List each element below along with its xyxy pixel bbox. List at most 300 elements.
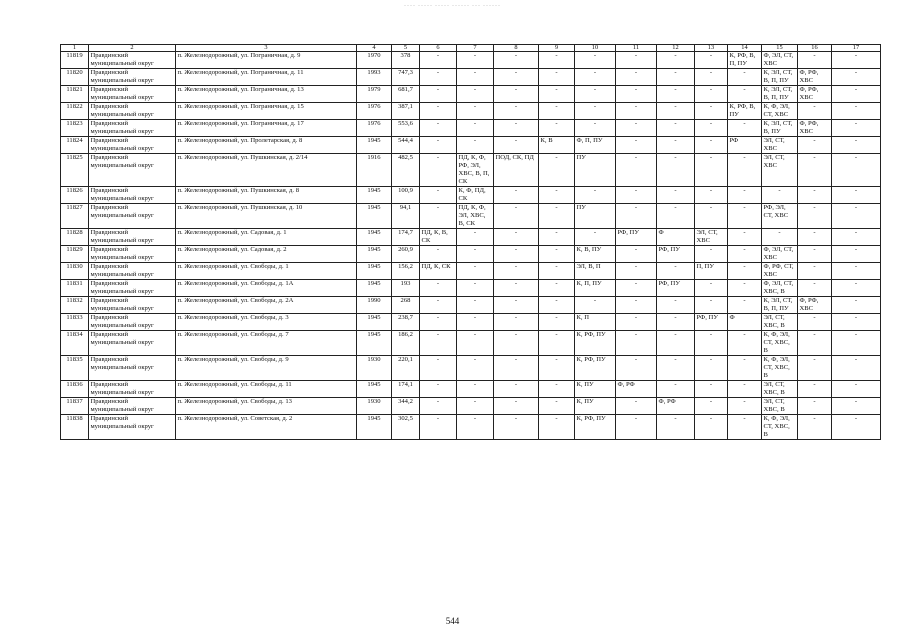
cell-c14: - [728, 297, 762, 314]
column-header: 13 [695, 45, 728, 52]
cell-c7: - [457, 398, 494, 415]
cell-c10: - [575, 297, 616, 314]
cell-num: 11830 [61, 263, 89, 280]
cell-c6: - [420, 120, 457, 137]
cell-c9: - [539, 120, 575, 137]
cell-c14: - [728, 204, 762, 229]
cell-c14: - [728, 415, 762, 440]
cell-c9: - [539, 154, 575, 187]
cell-c7: - [457, 356, 494, 381]
cell-c17: - [832, 356, 881, 381]
cell-c13: П, ПУ [695, 263, 728, 280]
cell-year: 1945 [357, 381, 392, 398]
cell-c6: ПД, К, В, СК [420, 229, 457, 246]
cell-c16: - [798, 137, 832, 154]
cell-area: 344,2 [392, 398, 420, 415]
cell-c8: - [494, 187, 539, 204]
cell-c17: - [832, 246, 881, 263]
cell-c8: - [494, 398, 539, 415]
cell-district: Правдинский муниципальный округ [89, 137, 176, 154]
cell-year: 1993 [357, 69, 392, 86]
cell-c14: - [728, 398, 762, 415]
cell-c14: РФ [728, 137, 762, 154]
cell-c15: ЭЛ, СТ, ХВС [762, 137, 798, 154]
cell-c11: - [616, 415, 657, 440]
cell-c14: - [728, 263, 762, 280]
cell-c13: - [695, 86, 728, 103]
cell-c8: - [494, 137, 539, 154]
cell-num: 11822 [61, 103, 89, 120]
cell-c11: - [616, 398, 657, 415]
cell-c10: ПУ [575, 204, 616, 229]
cell-c13: - [695, 137, 728, 154]
cell-address: п. Железнодорожный, ул. Свободы, д. 7 [176, 331, 357, 356]
cell-c16: - [798, 415, 832, 440]
cell-c11: - [616, 263, 657, 280]
cell-c14: Ф [728, 314, 762, 331]
cell-num: 11835 [61, 356, 89, 381]
cell-num: 11834 [61, 331, 89, 356]
cell-c14: К, РФ, В, ПУ [728, 103, 762, 120]
cell-address: п. Железнодорожный, ул. Пограничная, д. 9 [176, 52, 357, 69]
cell-num: 11836 [61, 381, 89, 398]
cell-c14: - [728, 280, 762, 297]
cell-c13: РФ, ПУ [695, 314, 728, 331]
cell-address: п. Железнодорожный, ул. Свободы, д. 2А [176, 297, 357, 314]
cell-c16: Ф, РФ, ХВС [798, 120, 832, 137]
cell-c12: - [657, 331, 695, 356]
cell-c16: - [798, 314, 832, 331]
cell-address: п. Железнодорожный, ул. Пограничная, д. 11 [176, 69, 357, 86]
cell-c15: К, ЭЛ, СТ, В, ПУ [762, 120, 798, 137]
cell-address: п. Железнодорожный, ул. Пушкинская, д. 10 [176, 204, 357, 229]
cell-c15: ЭЛ, СТ, ХВС, В [762, 314, 798, 331]
cell-c6: - [420, 398, 457, 415]
cell-c14: К, РФ, В, П, ПУ [728, 52, 762, 69]
cell-c6: - [420, 69, 457, 86]
cell-area: 94,1 [392, 204, 420, 229]
cell-area: 260,9 [392, 246, 420, 263]
cell-c8: - [494, 297, 539, 314]
cell-c8: - [494, 69, 539, 86]
cell-c11: - [616, 120, 657, 137]
cell-c7: - [457, 69, 494, 86]
page-header: ____ _____ _____ ______ ___ ______ [404, 1, 501, 6]
cell-area: 100,9 [392, 187, 420, 204]
cell-c10: К, РФ, ПУ [575, 331, 616, 356]
cell-district: Правдинский муниципальный округ [89, 381, 176, 398]
cell-c12: - [657, 52, 695, 69]
cell-c17: - [832, 415, 881, 440]
cell-c9: - [539, 297, 575, 314]
cell-c9: - [539, 356, 575, 381]
cell-c6: - [420, 204, 457, 229]
cell-c10: К, РФ, ПУ [575, 356, 616, 381]
cell-c8: - [494, 415, 539, 440]
cell-c12: - [657, 297, 695, 314]
cell-c8: - [494, 356, 539, 381]
cell-c12: - [657, 120, 695, 137]
cell-year: 1990 [357, 297, 392, 314]
cell-c8: - [494, 381, 539, 398]
cell-c14: - [728, 229, 762, 246]
cell-c9: - [539, 381, 575, 398]
cell-c8: - [494, 246, 539, 263]
cell-c16: Ф, РФ, ХВС [798, 297, 832, 314]
cell-c11: - [616, 331, 657, 356]
cell-num: 11827 [61, 204, 89, 229]
cell-c17: - [832, 120, 881, 137]
cell-year: 1976 [357, 120, 392, 137]
cell-c9: - [539, 86, 575, 103]
cell-address: п. Железнодорожный, ул. Советская, д. 2 [176, 415, 357, 440]
cell-c8: - [494, 204, 539, 229]
column-header: 9 [539, 45, 575, 52]
cell-c7: - [457, 263, 494, 280]
cell-area: 302,5 [392, 415, 420, 440]
table-row [61, 52, 881, 69]
cell-c6: - [420, 415, 457, 440]
cell-area: 193 [392, 280, 420, 297]
cell-c9: - [539, 204, 575, 229]
cell-c17: - [832, 187, 881, 204]
cell-c10: - [575, 86, 616, 103]
column-header: 12 [657, 45, 695, 52]
cell-year: 1979 [357, 86, 392, 103]
cell-address: п. Железнодорожный, ул. Свободы, д. 3 [176, 314, 357, 331]
cell-area: 378 [392, 52, 420, 69]
cell-c17: - [832, 280, 881, 297]
cell-c13: - [695, 52, 728, 69]
cell-c9: - [539, 280, 575, 297]
table-row [61, 86, 881, 103]
cell-c15: К, Ф, ЭЛ, СТ, ХВС, В [762, 331, 798, 356]
column-header: 14 [728, 45, 762, 52]
cell-district: Правдинский муниципальный округ [89, 415, 176, 440]
cell-c17: - [832, 52, 881, 69]
table-row [61, 297, 881, 314]
cell-area: 156,2 [392, 263, 420, 280]
cell-c7: ПД, К, Ф, ЭЛ, ХВС, В, СК [457, 204, 494, 229]
cell-year: 1945 [357, 137, 392, 154]
cell-c6: - [420, 86, 457, 103]
table-row [61, 331, 881, 356]
cell-address: п. Железнодорожный, ул. Пограничная, д. 17 [176, 120, 357, 137]
cell-c6: - [420, 187, 457, 204]
cell-district: Правдинский муниципальный округ [89, 204, 176, 229]
column-header: 10 [575, 45, 616, 52]
cell-district: Правдинский муниципальный округ [89, 229, 176, 246]
cell-c7: - [457, 86, 494, 103]
table-row [61, 246, 881, 263]
table-row [61, 120, 881, 137]
cell-c11: - [616, 204, 657, 229]
table-row [61, 263, 881, 280]
cell-c8: - [494, 263, 539, 280]
cell-c9: - [539, 263, 575, 280]
table-row [61, 187, 881, 204]
cell-year: 1916 [357, 154, 392, 187]
cell-c7: - [457, 52, 494, 69]
cell-c7: - [457, 246, 494, 263]
cell-c11: - [616, 356, 657, 381]
cell-c15: Ф, ЭЛ, СТ, ХВС [762, 52, 798, 69]
cell-c11: - [616, 314, 657, 331]
cell-num: 11823 [61, 120, 89, 137]
cell-year: 1945 [357, 415, 392, 440]
cell-c12: - [657, 69, 695, 86]
cell-c7: К, Ф, ПД, СК [457, 187, 494, 204]
cell-c7: - [457, 331, 494, 356]
cell-c14: - [728, 246, 762, 263]
cell-c13: - [695, 103, 728, 120]
cell-c7: ПД, К, Ф, РФ, ЭЛ, ХВС, В, П, СК [457, 154, 494, 187]
table-body [61, 52, 881, 440]
cell-c17: - [832, 331, 881, 356]
cell-num: 11819 [61, 52, 89, 69]
cell-c8: - [494, 120, 539, 137]
cell-address: п. Железнодорожный, ул. Пограничная, д. 13 [176, 86, 357, 103]
cell-c11: Ф, РФ [616, 381, 657, 398]
cell-year: 1976 [357, 103, 392, 120]
cell-c13: - [695, 204, 728, 229]
cell-c13: - [695, 356, 728, 381]
cell-c12: - [657, 187, 695, 204]
cell-c6: - [420, 246, 457, 263]
cell-c6: - [420, 381, 457, 398]
cell-area: 387,1 [392, 103, 420, 120]
cell-c8: - [494, 314, 539, 331]
cell-c14: - [728, 120, 762, 137]
cell-c16: Ф, РФ, ХВС [798, 69, 832, 86]
cell-c11: - [616, 86, 657, 103]
cell-district: Правдинский муниципальный округ [89, 280, 176, 297]
cell-c9: - [539, 331, 575, 356]
cell-c10: ПУ [575, 154, 616, 187]
cell-c13: - [695, 120, 728, 137]
column-header: 6 [420, 45, 457, 52]
cell-c6: - [420, 314, 457, 331]
cell-district: Правдинский муниципальный округ [89, 246, 176, 263]
cell-address: п. Железнодорожный, ул. Свободы, д. 11 [176, 381, 357, 398]
cell-c12: - [657, 314, 695, 331]
cell-year: 1945 [357, 246, 392, 263]
cell-c11: - [616, 187, 657, 204]
cell-district: Правдинский муниципальный округ [89, 356, 176, 381]
buildings-table [60, 44, 881, 440]
cell-c11: - [616, 280, 657, 297]
cell-c16: - [798, 52, 832, 69]
cell-c17: - [832, 381, 881, 398]
cell-c17: - [832, 103, 881, 120]
cell-year: 1930 [357, 398, 392, 415]
cell-c16: - [798, 246, 832, 263]
table-row [61, 356, 881, 381]
cell-c15: РФ, ЭЛ, СТ, ХВС [762, 204, 798, 229]
table-row [61, 137, 881, 154]
cell-area: 482,5 [392, 154, 420, 187]
cell-district: Правдинский муниципальный округ [89, 154, 176, 187]
cell-c16: - [798, 187, 832, 204]
cell-c16: - [798, 398, 832, 415]
cell-c16: - [798, 103, 832, 120]
cell-c12: - [657, 381, 695, 398]
cell-address: п. Железнодорожный, ул. Пушкинская, д. 8 [176, 187, 357, 204]
header-row [61, 45, 881, 52]
cell-c14: - [728, 86, 762, 103]
cell-address: п. Железнодорожный, ул. Пограничная, д. 15 [176, 103, 357, 120]
cell-area: 220,1 [392, 356, 420, 381]
cell-c9: - [539, 415, 575, 440]
cell-c17: - [832, 154, 881, 187]
cell-area: 747,3 [392, 69, 420, 86]
column-header: 11 [616, 45, 657, 52]
table-row [61, 69, 881, 86]
cell-c16: - [798, 280, 832, 297]
cell-c11: - [616, 103, 657, 120]
column-header: 4 [357, 45, 392, 52]
cell-c12: - [657, 137, 695, 154]
cell-address: п. Железнодорожный, ул. Свободы, д. 9 [176, 356, 357, 381]
cell-num: 11826 [61, 187, 89, 204]
cell-c16: - [798, 229, 832, 246]
cell-c15: ЭЛ, СТ, ХВС, В [762, 398, 798, 415]
cell-c7: - [457, 103, 494, 120]
cell-c12: - [657, 86, 695, 103]
cell-c15: К, Ф, ЭЛ, СТ, ХВС, В [762, 356, 798, 381]
cell-c12: Ф [657, 229, 695, 246]
cell-c10: К, В, ПУ [575, 246, 616, 263]
cell-c7: - [457, 280, 494, 297]
cell-area: 174,1 [392, 381, 420, 398]
cell-year: 1945 [357, 187, 392, 204]
cell-c15: Ф, ЭЛ, СТ, ХВС [762, 246, 798, 263]
cell-area: 174,7 [392, 229, 420, 246]
cell-area: 238,7 [392, 314, 420, 331]
cell-num: 11829 [61, 246, 89, 263]
cell-c15: К, Ф, ЭЛ, СТ, ХВС [762, 103, 798, 120]
cell-c11: - [616, 69, 657, 86]
cell-c12: - [657, 356, 695, 381]
cell-c8: - [494, 86, 539, 103]
cell-c15: К, Ф, ЭЛ, СТ, ХВС, В [762, 415, 798, 440]
cell-year: 1945 [357, 204, 392, 229]
cell-c6: - [420, 154, 457, 187]
cell-district: Правдинский муниципальный округ [89, 263, 176, 280]
cell-c15: ЭЛ, СТ, ХВС, В [762, 381, 798, 398]
cell-district: Правдинский муниципальный округ [89, 187, 176, 204]
cell-c7: - [457, 297, 494, 314]
cell-area: 186,2 [392, 331, 420, 356]
cell-c17: - [832, 69, 881, 86]
cell-num: 11825 [61, 154, 89, 187]
cell-c15: Ф, РФ, СТ, ХВС [762, 263, 798, 280]
cell-c12: - [657, 415, 695, 440]
table-row [61, 381, 881, 398]
cell-c14: - [728, 331, 762, 356]
page-number: 544 [445, 616, 460, 626]
cell-c12: - [657, 103, 695, 120]
cell-district: Правдинский муниципальный округ [89, 331, 176, 356]
cell-c10: - [575, 103, 616, 120]
cell-c16: - [798, 381, 832, 398]
cell-c7: - [457, 120, 494, 137]
table-row [61, 280, 881, 297]
cell-address: п. Железнодорожный, ул. Пушкинская, д. 2/14 [176, 154, 357, 187]
cell-c10: ЭЛ, В, П [575, 263, 616, 280]
cell-address: п. Железнодорожный, ул. Свободы, д. 1 [176, 263, 357, 280]
cell-c9: - [539, 103, 575, 120]
cell-c10: - [575, 52, 616, 69]
cell-c7: - [457, 229, 494, 246]
cell-c9: - [539, 398, 575, 415]
cell-c15: К, ЭЛ, СТ, В, П, ПУ [762, 297, 798, 314]
column-header: 5 [392, 45, 420, 52]
cell-year: 1970 [357, 52, 392, 69]
cell-num: 11831 [61, 280, 89, 297]
cell-num: 11832 [61, 297, 89, 314]
cell-c11: - [616, 154, 657, 187]
cell-c15: - [762, 229, 798, 246]
column-header: 2 [89, 45, 176, 52]
cell-num: 11838 [61, 415, 89, 440]
cell-c13: ЭЛ, СТ, ХВС [695, 229, 728, 246]
cell-c11: - [616, 137, 657, 154]
cell-c15: ЭЛ, СТ, ХВС [762, 154, 798, 187]
cell-c10: К, ПУ [575, 398, 616, 415]
cell-c15: Ф, ЭЛ, СТ, ХВС, В [762, 280, 798, 297]
cell-c13: - [695, 297, 728, 314]
cell-num: 11833 [61, 314, 89, 331]
cell-year: 1945 [357, 280, 392, 297]
cell-c11: - [616, 52, 657, 69]
cell-c14: - [728, 154, 762, 187]
cell-c16: - [798, 204, 832, 229]
cell-num: 11820 [61, 69, 89, 86]
cell-c16: - [798, 331, 832, 356]
cell-c16: - [798, 154, 832, 187]
cell-c9: - [539, 229, 575, 246]
cell-c12: - [657, 204, 695, 229]
cell-c7: - [457, 314, 494, 331]
column-header: 16 [798, 45, 832, 52]
cell-year: 1945 [357, 263, 392, 280]
cell-num: 11821 [61, 86, 89, 103]
cell-c10: К, П [575, 314, 616, 331]
column-header: 8 [494, 45, 539, 52]
cell-district: Правдинский муниципальный округ [89, 86, 176, 103]
table-row [61, 314, 881, 331]
cell-c11: РФ, ПУ [616, 229, 657, 246]
table-row [61, 398, 881, 415]
cell-district: Правдинский муниципальный округ [89, 103, 176, 120]
cell-c17: - [832, 398, 881, 415]
cell-c17: - [832, 137, 881, 154]
cell-c6: - [420, 52, 457, 69]
cell-year: 1945 [357, 229, 392, 246]
cell-c14: - [728, 69, 762, 86]
cell-c17: - [832, 297, 881, 314]
cell-c9: - [539, 69, 575, 86]
cell-address: п. Железнодорожный, ул. Пролетарская, д. 8 [176, 137, 357, 154]
cell-c6: - [420, 280, 457, 297]
cell-c13: - [695, 246, 728, 263]
cell-c10: Ф, П, ПУ [575, 137, 616, 154]
cell-c14: - [728, 381, 762, 398]
cell-district: Правдинский муниципальный округ [89, 69, 176, 86]
cell-c9: - [539, 314, 575, 331]
cell-c13: - [695, 398, 728, 415]
